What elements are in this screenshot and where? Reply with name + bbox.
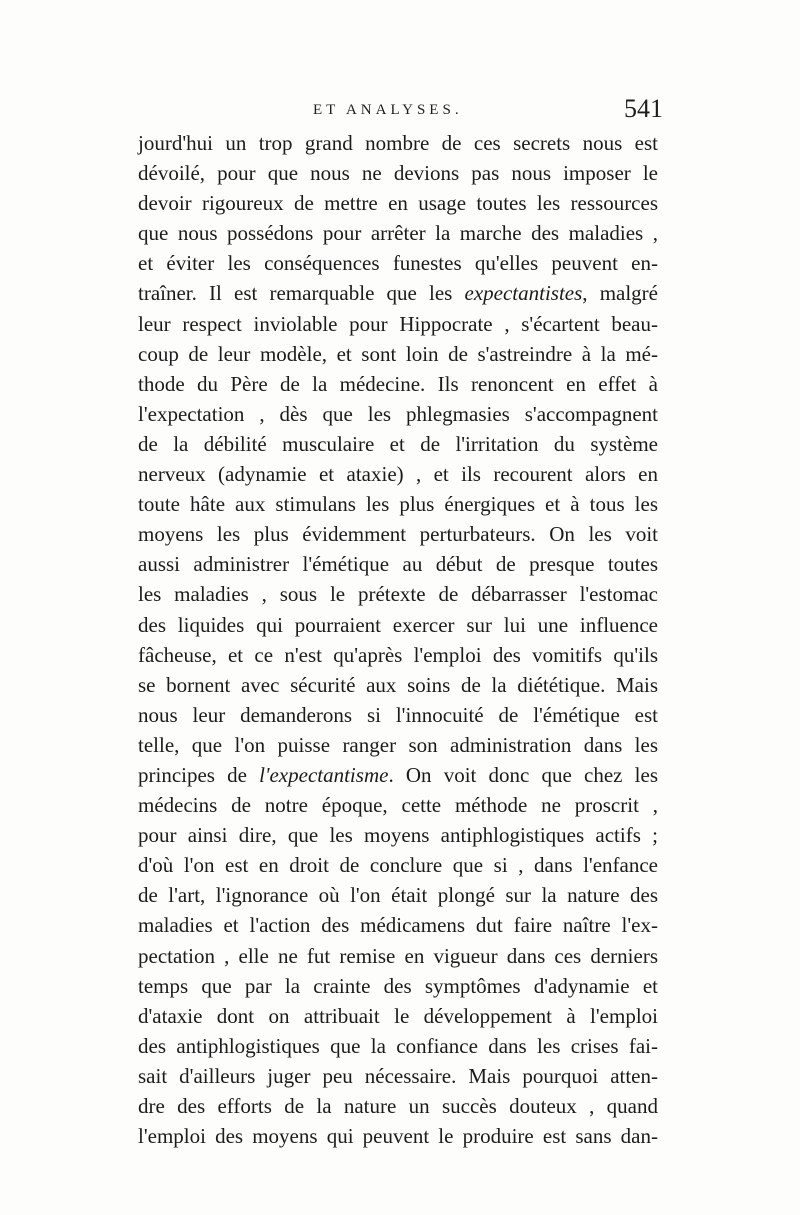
text-line: thode du Père de la médecine. Ils renoncent en effet à	[138, 371, 658, 396]
text-line: dévoilé, pour que nous ne devions pas nous imposer le	[138, 161, 658, 186]
text-line: moyens les plus évidemment perturbateurs. On les voit	[138, 522, 658, 547]
text-line: jourd'hui un trop grand nombre de ces secrets nous est	[138, 131, 658, 155]
text-line: pour ainsi dire, que les moyens antiphlogistiques actifs ;	[138, 823, 658, 848]
text-line: telle, que l'on puisse ranger son administration dans les	[138, 732, 658, 757]
text-line: l'emploi des moyens qui peuvent le produire est sans dan-	[138, 1124, 658, 1149]
text-line: pectation , elle ne fut remise en vigueur dans ces derniers	[138, 943, 658, 968]
text-line: coup de leur modèle, et sont loin de s'astreindre à la mé-	[138, 341, 658, 366]
italic-term: l'expectantisme	[259, 762, 389, 787]
text-line: temps que par la crainte des symptômes d'adynamie et	[138, 973, 658, 998]
body-text	[138, 128, 658, 1151]
text-line: d'ataxie dont on attribuait le développement à l'emploi	[138, 1003, 658, 1028]
text-line: fâcheuse, et ce n'est qu'après l'emploi des vomitifs qu'ils	[138, 642, 658, 667]
text-line: principes de l'expectantisme. On voit donc que chez les	[138, 762, 658, 787]
text-line: d'où l'on est en droit de conclure que si , dans l'enfance	[138, 853, 658, 878]
text-line: nerveux (adynamie et ataxie) , et ils recourent alors en	[138, 462, 658, 487]
italic-term: expectantistes	[464, 281, 583, 306]
text-line: médecins de notre époque, cette méthode ne proscrit ,	[138, 793, 658, 818]
text-line: les maladies , sous le prétexte de débarrasser l'estomac	[138, 582, 658, 607]
running-head: ET ANALYSES.	[313, 102, 463, 118]
text-line: se bornent avec sécurité aux soins de la diététique. Mais	[138, 672, 658, 697]
text-line: de l'art, l'ignorance où l'on était plongé sur la nature des	[138, 883, 658, 908]
text-line: devoir rigoureux de mettre en usage toutes les ressources	[138, 191, 658, 216]
text-line: traîner. Il est remarquable que les expectantistes, malgré	[138, 281, 658, 306]
text-line: aussi administrer l'émétique au début de presque toutes	[138, 552, 658, 577]
text-line: l'expectation , dès que les phlegmasies s'accompagnent	[138, 401, 658, 426]
text-line: toute hâte aux stimulans les plus énergiques et à tous les	[138, 492, 658, 517]
page-number: 541	[624, 94, 663, 123]
text-line: sait d'ailleurs juger peu nécessaire. Mais pourquoi atten-	[138, 1063, 658, 1088]
text-line: des liquides qui pourraient exercer sur lui une influence	[138, 612, 658, 637]
text-line: maladies et l'action des médicamens dut faire naître l'ex-	[138, 913, 658, 938]
text-line: des antiphlogistiques que la confiance dans les crises fai-	[138, 1033, 658, 1058]
text-line: leur respect inviolable pour Hippocrate , s'écartent beau-	[138, 311, 658, 336]
text-line: que nous possédons pour arrêter la marche des maladies ,	[138, 221, 658, 246]
text-line: et éviter les conséquences funestes qu'elles peuvent en-	[138, 251, 658, 276]
text-line: dre des efforts de la nature un succès douteux , quand	[138, 1094, 658, 1118]
page-header	[0, 94, 800, 128]
text-line: de la débilité musculaire et de l'irritation du système	[138, 431, 658, 456]
text-line: nous leur demanderons si l'innocuité de l'émétique est	[138, 702, 658, 727]
